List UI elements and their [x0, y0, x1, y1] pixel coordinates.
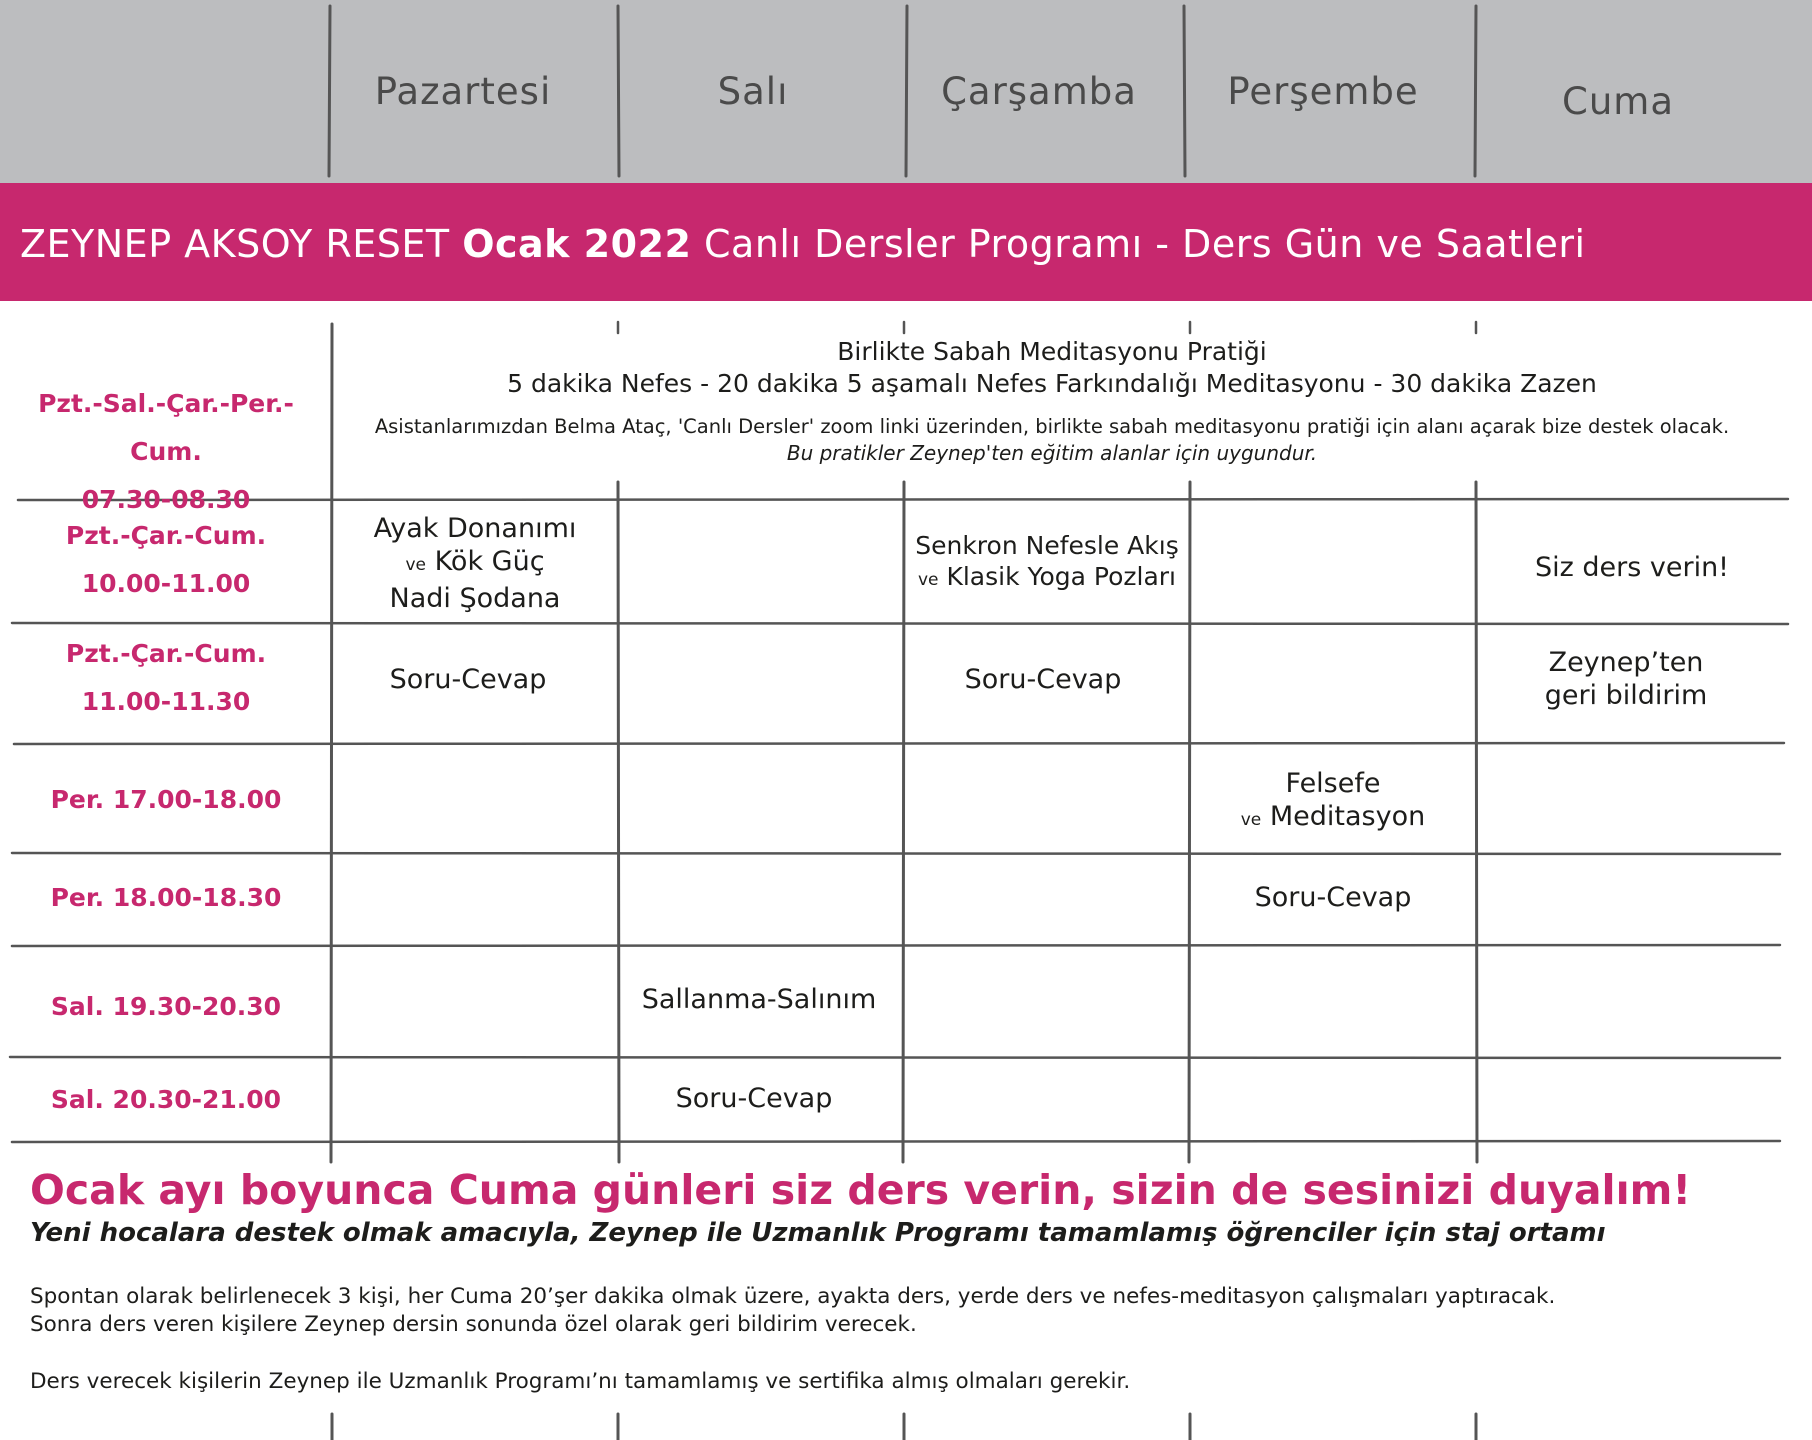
cell-siz-ders-verin: Siz ders verin! [1534, 552, 1730, 583]
cell-line [332, 545, 618, 582]
cell-line: Zeynep’ten [1548, 647, 1704, 678]
row-line-6 [10, 1057, 1780, 1058]
day-monday: Pazartesi [374, 70, 552, 113]
cell-soru-cevap-car: Soru-Cevap [964, 664, 1122, 695]
row-line-7 [12, 1141, 1780, 1142]
slot-1930 [8, 983, 324, 1031]
row-line-3 [14, 743, 1784, 744]
cell-ayak-donanimi [332, 512, 618, 615]
slot-11 [8, 630, 324, 726]
cell-line: Felsefe [1285, 768, 1381, 799]
cell-felsefe [1190, 767, 1476, 837]
slot-18 [8, 874, 324, 922]
morning-italic-note: Bu pratikler Zeynep'ten eğitim alanlar için uygundur. [786, 441, 1318, 465]
cell-geri-bildirim [1476, 646, 1776, 712]
ve-connector: ve [1240, 810, 1262, 830]
promo-paragraph-2: Ders verecek kişilerin Zeynep ile Uzmanlık Programı’nı tamamlamış ve sertifika almış olmaları gerekir. [30, 1369, 1131, 1394]
header-divider-4 [1184, 6, 1185, 176]
promo-paragraph-1 [30, 1283, 1555, 1339]
ve-connector: ve [917, 570, 939, 590]
title-suffix: Canlı Dersler Programı - Ders Gün ve Saatleri [691, 222, 1586, 266]
slot-17 [8, 776, 324, 824]
slot-time: Per. 18.00-18.30 [50, 883, 282, 912]
row-line-4 [12, 853, 1780, 854]
promo-title: Ocak ayı boyunca Cuma günleri siz ders verin, sizin de sesinizi duyalım! [30, 1166, 1692, 1214]
cell-line [904, 561, 1190, 596]
cell-line: geri bildirim [1544, 680, 1708, 711]
day-thursday: Perşembe [1227, 70, 1419, 113]
cell-sallanma: Sallanma-Salınım [641, 984, 877, 1015]
morning-subtitle: 5 dakika Nefes - 20 dakika 5 aşamalı Nefes Farkındalığı Meditasyonu - 30 dakika Zazen [507, 369, 1597, 398]
cell-soru-cevap-sal: Soru-Cevap [675, 1083, 833, 1114]
promo-subtitle: Yeni hocalara destek olmak amacıyla, Zeynep ile Uzmanlık Programı tamamlamış öğrenciler için staj ortamı [30, 1218, 1606, 1248]
title-prefix: ZEYNEP AKSOY RESET [20, 222, 463, 266]
cell-text: Meditasyon [1261, 801, 1426, 832]
row-line-2 [12, 623, 1788, 624]
slot-time: 11.00-11.30 [81, 687, 251, 716]
slot-time: 07.30-08.30 [81, 485, 251, 514]
slot-days: Pzt.-Çar.-Cum. [65, 639, 267, 668]
header-divider-2 [618, 6, 619, 176]
cell-line: Senkron Nefesle Akış [915, 531, 1179, 560]
day-friday: Cuma [1561, 80, 1675, 123]
title-highlight: Ocak 2022 [462, 222, 692, 266]
ve-connector: ve [405, 555, 426, 575]
morning-note: Asistanlarımızdan Belma Ataç, 'Canlı Dersler' zoom linki üzerinden, birlikte sabah meditasyonu pratiği için alanı açarak bize destek olacak. [374, 415, 1730, 438]
slot-time: 10.00-11.00 [81, 569, 251, 598]
cell-line [1190, 800, 1476, 837]
col-divider-4 [1476, 482, 1477, 1162]
cell-line: Ayak Donanımı [373, 513, 577, 544]
cell-line: Nadi Şodana [389, 583, 561, 614]
para-line: Spontan olarak belirlenecek 3 kişi, her Cuma 20’şer dakika olmak üzere, ayakta ders, yerde ders ve nefes-meditasyon çalışmaları yaptıracak. [30, 1284, 1556, 1309]
slot-days: Pzt.-Çar.-Cum. [65, 521, 267, 550]
morning-meditation-block [332, 336, 1772, 466]
day-tuesday: Salı [717, 70, 789, 113]
slot-2030 [8, 1076, 324, 1124]
morning-title: Birlikte Sabah Meditasyonu Pratiği [837, 337, 1267, 366]
slot-time: Sal. 20.30-21.00 [50, 1085, 282, 1114]
slot-days: Pzt.-Sal.-Çar.-Per.-Cum. [38, 389, 294, 466]
cell-text: Klasik Yoga Pozları [938, 562, 1176, 591]
header-divider-5 [1475, 6, 1476, 176]
para-line: Sonra ders veren kişilere Zeynep dersin sonunda özel olarak geri bildirim verecek. [30, 1312, 917, 1337]
slot-time: Sal. 19.30-20.30 [50, 992, 282, 1021]
slot-time: Per. 17.00-18.00 [50, 785, 282, 814]
row-line-5 [12, 945, 1780, 946]
slot-morning [8, 380, 324, 524]
header-divider-1 [329, 6, 330, 176]
day-wednesday: Çarşamba [941, 70, 1137, 113]
cell-senkron [904, 530, 1190, 596]
cell-soru-cevap-per: Soru-Cevap [1254, 882, 1412, 913]
cell-text: Kök Güç [425, 546, 545, 577]
col-divider-1 [618, 482, 619, 1162]
slot-10 [8, 512, 324, 608]
cell-soru-cevap-pzt: Soru-Cevap [389, 664, 547, 695]
header-divider-3 [906, 6, 907, 176]
